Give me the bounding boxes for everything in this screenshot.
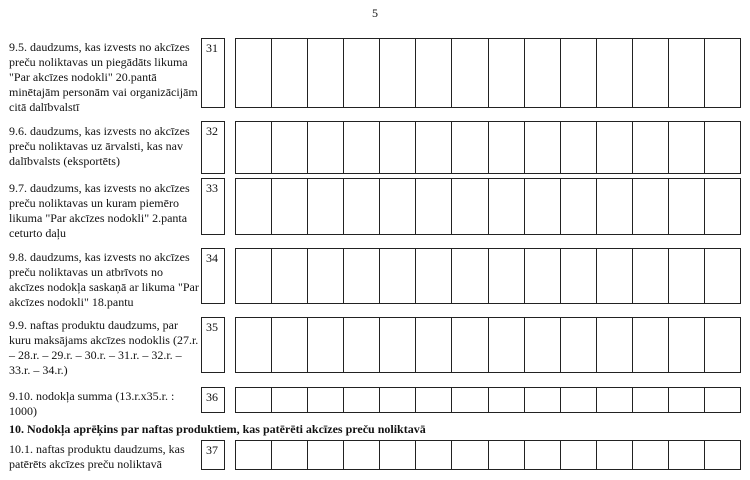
input-cell[interactable] (489, 388, 525, 412)
section-heading: 10. Nodokļa aprēķins par naftas produktiem, kas patērēti akcīzes preču noliktavā (9, 422, 426, 436)
input-cell[interactable] (633, 249, 669, 303)
input-cell[interactable] (344, 122, 380, 173)
input-cell[interactable] (272, 388, 308, 412)
input-cell[interactable] (416, 441, 452, 469)
input-cell[interactable] (489, 179, 525, 234)
input-cell[interactable] (489, 441, 525, 469)
input-cell[interactable] (272, 122, 308, 173)
row-label-31: 9.5. daudzums, kas izvests no akcīzes preču noliktavas un piegādāts likuma "Par akcīzes nodokli" 20.pantā minētajām personām vai organizācijām citā dalībvalstī (9, 40, 198, 114)
input-cell[interactable] (705, 179, 740, 234)
input-cell[interactable] (236, 122, 272, 173)
input-cell[interactable] (669, 441, 705, 469)
input-cell[interactable] (597, 388, 633, 412)
input-cell[interactable] (416, 39, 452, 107)
input-cell[interactable] (308, 441, 344, 469)
input-cell[interactable] (489, 39, 525, 107)
input-cell[interactable] (669, 39, 705, 107)
input-cell[interactable] (525, 179, 561, 234)
input-cell[interactable] (561, 318, 597, 372)
input-cell[interactable] (236, 441, 272, 469)
input-cell[interactable] (633, 388, 669, 412)
input-cell[interactable] (308, 388, 344, 412)
input-cell[interactable] (380, 39, 416, 107)
input-cell[interactable] (308, 179, 344, 234)
input-cell[interactable] (416, 388, 452, 412)
input-cell[interactable] (452, 388, 488, 412)
input-grid-31[interactable] (235, 38, 741, 108)
row-code-33: 33 (201, 178, 225, 235)
input-cell[interactable] (633, 122, 669, 173)
input-cell[interactable] (380, 179, 416, 234)
input-cell[interactable] (308, 39, 344, 107)
input-cell[interactable] (344, 441, 380, 469)
row-label-34: 9.8. daudzums, kas izvests no akcīzes preču noliktavas un atbrīvots no akcīzes nodokļa saskaņā ar likuma "Par akcīzes nodokli" 18.pantu (9, 250, 199, 309)
input-cell[interactable] (669, 249, 705, 303)
input-cell[interactable] (489, 249, 525, 303)
input-cell[interactable] (597, 179, 633, 234)
input-cell[interactable] (525, 318, 561, 372)
input-cell[interactable] (452, 318, 488, 372)
input-cell[interactable] (236, 388, 272, 412)
input-cell[interactable] (633, 179, 669, 234)
input-cell[interactable] (633, 39, 669, 107)
input-cell[interactable] (416, 179, 452, 234)
input-cell[interactable] (669, 179, 705, 234)
input-cell[interactable] (452, 441, 488, 469)
input-grid-36[interactable] (235, 387, 741, 413)
input-cell[interactable] (308, 318, 344, 372)
input-cell[interactable] (344, 318, 380, 372)
input-cell[interactable] (705, 39, 740, 107)
input-cell[interactable] (380, 249, 416, 303)
input-cell[interactable] (705, 388, 740, 412)
input-cell[interactable] (308, 122, 344, 173)
input-cell[interactable] (705, 249, 740, 303)
row-code-37: 37 (201, 440, 225, 470)
input-cell[interactable] (452, 39, 488, 107)
input-cell[interactable] (525, 388, 561, 412)
input-cell[interactable] (561, 388, 597, 412)
input-cell[interactable] (272, 318, 308, 372)
input-cell[interactable] (705, 122, 740, 173)
input-cell[interactable] (344, 179, 380, 234)
input-cell[interactable] (597, 441, 633, 469)
input-cell[interactable] (416, 122, 452, 173)
row-code-35: 35 (201, 317, 225, 373)
input-cell[interactable] (597, 318, 633, 372)
input-cell[interactable] (669, 122, 705, 173)
input-cell[interactable] (705, 318, 740, 372)
input-cell[interactable] (669, 388, 705, 412)
input-cell[interactable] (344, 249, 380, 303)
input-cell[interactable] (452, 122, 488, 173)
input-cell[interactable] (344, 388, 380, 412)
input-cell[interactable] (272, 39, 308, 107)
input-cell[interactable] (416, 249, 452, 303)
input-cell[interactable] (452, 179, 488, 234)
input-cell[interactable] (633, 318, 669, 372)
input-cell[interactable] (344, 39, 380, 107)
input-cell[interactable] (272, 249, 308, 303)
input-cell[interactable] (561, 122, 597, 173)
row-label-32: 9.6. daudzums, kas izvests no akcīzes preču noliktavas uz ārvalsti, kas nav dalībvalsts (eksportēts) (9, 124, 190, 168)
input-cell[interactable] (272, 441, 308, 469)
row-code-32: 32 (201, 121, 225, 174)
row-code-31: 31 (201, 38, 225, 108)
input-cell[interactable] (597, 249, 633, 303)
input-cell[interactable] (561, 39, 597, 107)
row-label-36: 9.10. nodokļa summa (13.r.x35.r. : 1000) (9, 389, 175, 418)
input-cell[interactable] (561, 179, 597, 234)
row-label-37: 10.1. naftas produktu daudzums, kas patērēts akcīzes preču noliktavā (9, 442, 185, 471)
input-cell[interactable] (561, 441, 597, 469)
input-grid-32[interactable] (235, 121, 741, 174)
input-cell[interactable] (561, 249, 597, 303)
input-cell[interactable] (669, 318, 705, 372)
page-number: 5 (372, 6, 378, 20)
input-grid-37[interactable] (235, 440, 741, 470)
input-cell[interactable] (380, 441, 416, 469)
input-cell[interactable] (416, 318, 452, 372)
row-code-36: 36 (201, 387, 225, 413)
input-cell[interactable] (236, 39, 272, 107)
input-cell[interactable] (380, 318, 416, 372)
input-cell[interactable] (236, 318, 272, 372)
input-cell[interactable] (380, 388, 416, 412)
input-cell[interactable] (489, 318, 525, 372)
row-code-34: 34 (201, 248, 225, 304)
input-cell[interactable] (525, 249, 561, 303)
input-cell[interactable] (272, 179, 308, 234)
input-cell[interactable] (308, 249, 344, 303)
input-cell[interactable] (525, 122, 561, 173)
input-cell[interactable] (597, 39, 633, 107)
input-cell[interactable] (633, 441, 669, 469)
input-cell[interactable] (380, 122, 416, 173)
input-cell[interactable] (236, 249, 272, 303)
input-cell[interactable] (452, 249, 488, 303)
row-label-35: 9.9. naftas produktu daudzums, par kuru maksājams akcīzes nodoklis (27.r. – 28.r. – 29.r. – 30.r. – 31.r. – 32.r. – 33.r. – 34.r.) (9, 318, 199, 377)
input-cell[interactable] (489, 122, 525, 173)
input-cell[interactable] (525, 39, 561, 107)
input-grid-34[interactable] (235, 248, 741, 304)
input-grid-35[interactable] (235, 317, 741, 373)
input-cell[interactable] (236, 179, 272, 234)
input-cell[interactable] (705, 441, 740, 469)
input-cell[interactable] (597, 122, 633, 173)
input-grid-33[interactable] (235, 178, 741, 235)
input-cell[interactable] (525, 441, 561, 469)
row-label-33: 9.7. daudzums, kas izvests no akcīzes preču noliktavas un kuram piemēro likuma "Par akcīzes nodokli" 2.panta ceturto daļu (9, 181, 190, 240)
